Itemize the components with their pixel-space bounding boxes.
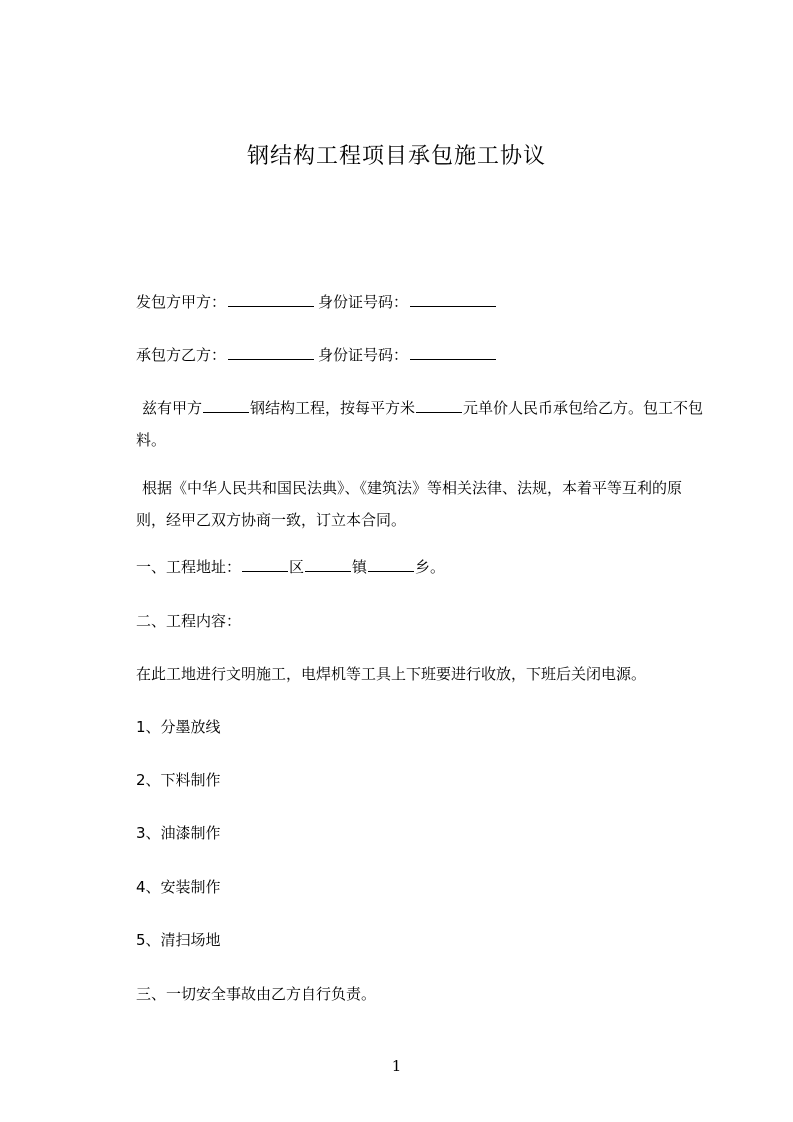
party-a-id-label: 身份证号码： xyxy=(318,293,409,311)
project-name-blank xyxy=(203,400,249,413)
address-town: 镇 xyxy=(352,558,368,576)
village-blank xyxy=(368,559,414,572)
party-b-name-blank xyxy=(228,347,314,360)
party-b-label: 承包方乙方： xyxy=(136,346,227,364)
intro-paragraph xyxy=(136,392,711,456)
party-b-id-label: 身份证号码： xyxy=(318,346,409,364)
address-line xyxy=(136,557,706,577)
party-a-label: 发包方甲方： xyxy=(136,293,227,311)
town-blank xyxy=(305,559,351,572)
list-item: 5、清扫场地 xyxy=(136,931,221,949)
unit-price-blank xyxy=(416,400,462,413)
list-item: 3、油漆制作 xyxy=(136,824,221,842)
basis-text: 根据《中华人民共和国民法典》、《建筑法》等相关法律、法规，本着平等互利的原则，经甲乙双方协商一致，订立本合同。 xyxy=(136,479,683,529)
district-blank xyxy=(242,559,288,572)
list-item: 2、下料制作 xyxy=(136,771,221,789)
address-village: 乡。 xyxy=(415,558,446,576)
address-district: 区 xyxy=(289,558,305,576)
content-heading: 二、工程内容： xyxy=(136,612,242,630)
address-label: 一、工程地址： xyxy=(136,558,242,576)
party-a-name-blank xyxy=(228,294,314,307)
party-b-line xyxy=(136,345,706,365)
party-a-id-blank xyxy=(410,294,496,307)
basis-paragraph xyxy=(136,472,711,536)
page-number: 1 xyxy=(391,1057,402,1075)
intro-part1: 兹有甲方 xyxy=(142,399,203,417)
intro-part3: 元单价人民币承包给乙方。包工不包料。 xyxy=(136,399,704,449)
intro-part2: 钢结构工程，按每平方米 xyxy=(250,399,416,417)
party-a-line xyxy=(136,292,706,312)
party-b-id-blank xyxy=(410,347,496,360)
safety-clause: 三、一切安全事故由乙方自行负责。 xyxy=(136,985,377,1003)
content-text: 在此工地进行文明施工，电焊机等工具上下班要进行收放，下班后关闭电源。 xyxy=(136,665,647,683)
list-item: 1、分墨放线 xyxy=(136,718,221,736)
list-item: 4、安装制作 xyxy=(136,878,221,896)
document-title: 钢结构工程项目承包施工协议 xyxy=(246,144,546,169)
